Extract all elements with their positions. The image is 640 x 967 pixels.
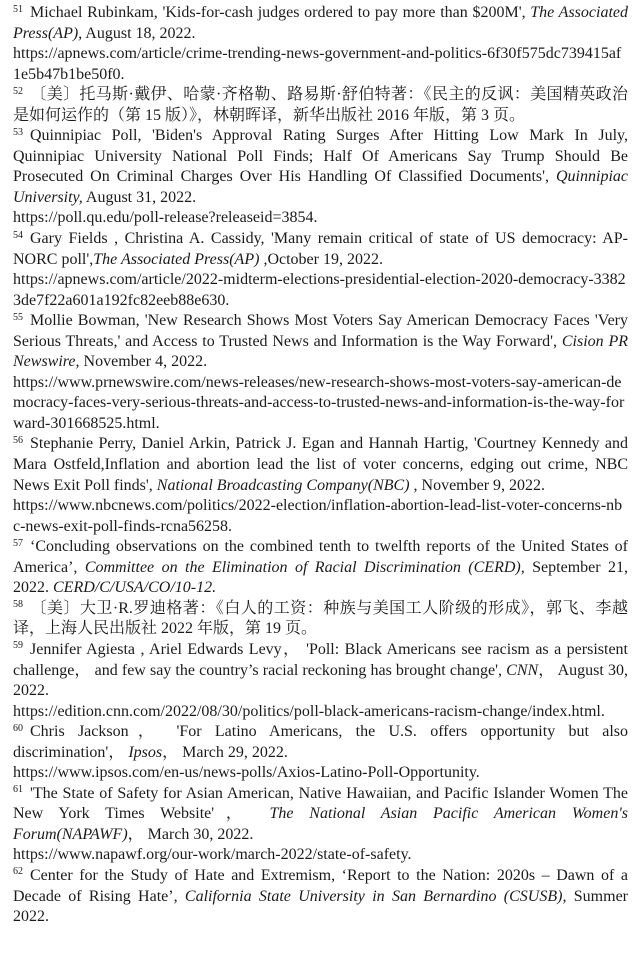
- footnote-url: [13, 496, 628, 537]
- footnote-segment: Quinnipiac Poll, 'Biden's Approval Rating Surges After Hitting Low Mark In July, Quinnipiac University National Poll Finds; Half Of Americans Say Trump Should Be Prosecuted On Criminal Charges Over His Handling Of Classified Documents',: [13, 127, 628, 186]
- footnote-text: [13, 722, 628, 763]
- footnote-segment: Gary Fields , Christina A. Cassidy, 'Many remain critical of state of US democracy: AP-NORC poll',: [13, 230, 628, 268]
- footnote-source: National Broadcasting Company(NBC): [156, 476, 410, 494]
- footnote-segment: Mollie Bowman, 'New Research Shows Most Voters Say American Democracy Faces 'Very Serious Threats,' and Access to Trusted News and Information is the Way Forward',: [13, 312, 628, 350]
- footnote-url-text: https://www.napawf.org/our-work/march-2022/state-of-safety.: [13, 846, 412, 864]
- footnote-segment: Center for the Study of Hate and Extremism, ‘Report to the Nation: 2020s – Dawn of a Decade of Rising Hate’,: [13, 866, 628, 905]
- footnote-segment: Michael Rubinkam, 'Kids-for-cash judges ordered to pay more than $200M',: [30, 4, 531, 21]
- footnote-url: [13, 44, 628, 85]
- footnote-source: The Associated Press(AP): [93, 250, 260, 268]
- footnote-number: 56: [13, 434, 23, 446]
- footnote-number: 55: [13, 311, 23, 323]
- footnote-segment: ,October 19, 2022.: [259, 250, 383, 268]
- footnote-number: 51: [13, 3, 23, 15]
- footnote-source: CNN: [506, 661, 539, 679]
- footnote-url-text: https://www.prnewswire.com/news-releases/new-research-shows-most-voters-say-american-democracy-faces-very-serious-threats-and-access-to-trusted-news-and-information-is-the-way-forward-301668525.html.: [13, 373, 625, 432]
- footnote-url: [13, 208, 628, 229]
- footnote-url-text: https://apnews.com/article/2022-midterm-elections-presidential-election-2020-democracy-33823de7f22a601a192fc82eeb88e630.: [13, 271, 626, 309]
- footnote-text: [13, 866, 628, 928]
- footnote-source: Quinnipiac University,: [13, 168, 628, 206]
- footnote-url-text: https://www.ipsos.com/en-us/news-polls/Axios-Latino-Poll-Opportunity.: [13, 764, 480, 782]
- footnote-url: [13, 763, 628, 784]
- footnote-source: Ipsos: [128, 743, 163, 761]
- footnote-text: [13, 85, 628, 126]
- footnote-number: 53: [13, 126, 23, 138]
- footnote-url-text: https://www.nbcnews.com/politics/2022-election/inflation-abortion-lead-list-voter-concerns-nbc-news-exit-poll-finds-rcna56258.: [13, 497, 623, 535]
- footnote-segment: Jennifer Agiesta , Ariel Edwards Levy， 'Poll: Black Americans see racism as a persistent challenge， and few say the country’s racial reckoning has brought change',: [13, 640, 628, 679]
- footnote-source: The Associated Press(AP),: [13, 4, 629, 42]
- footnote-text: [13, 434, 628, 496]
- footnote-text: [13, 640, 628, 702]
- footnote-segment: ， March 29, 2022.: [162, 743, 288, 761]
- footnote-segment: November 4, 2022.: [79, 353, 208, 371]
- footnote-segment: August 31, 2022.: [82, 188, 197, 206]
- footnote-segment: , November 9, 2022.: [409, 476, 546, 494]
- footnote-segment: September 21, 2022.: [13, 558, 628, 597]
- footnote-url: [13, 702, 628, 723]
- footnote-url: [13, 373, 628, 435]
- footnote-number: 62: [13, 866, 23, 878]
- footnote-number: 58: [13, 599, 23, 611]
- footnote-segment: Stephanie Perry, Daniel Arkin, Patrick J. Egan and Hannah Hartig, 'Courtney Kennedy and Mara Ostfeld,Inflation and abortion lead the list of voter concerns, edging out crime, NBC News Exit Poll finds',: [13, 435, 628, 494]
- footnote-text: [13, 311, 628, 373]
- footnote-number: 61: [13, 784, 23, 796]
- footnote-segment: ‘Concluding observations on the combined tenth to twelfth reports of the United States of America’,: [13, 538, 628, 576]
- footnote-segment: 〔美〕托马斯·戴伊、哈蒙·齐格勒、路易斯·舒伯特著：《民主的反讽：美国精英政治是如何运作的（第 15 版）》，林朝晖译，新华出版社 2016 年版，第 3 页。: [13, 86, 628, 124]
- footnote-text: [13, 784, 628, 846]
- footnote-segment: 'The State of Safety for Asian American, Native Hawaiian, and Pacific Islander Women The New York Times Website'，: [13, 784, 628, 823]
- footnote-number: 60: [13, 722, 23, 734]
- footnote-segment: ， August 30, 2022.: [13, 661, 628, 700]
- footnotes-list: [13, 3, 628, 928]
- footnote-source: Committee on the Elimination of Racial Discrimination (CERD),: [84, 558, 525, 576]
- footnote-url-text: https://edition.cnn.com/2022/08/30/politics/poll-black-americans-racism-change/index.html.: [13, 702, 605, 720]
- footnote-number: 52: [13, 85, 23, 97]
- footnote-segment: Chris Jackson， 'For Latino Americans, the U.S. offers opportunity but also discrimination'，: [13, 723, 628, 761]
- footnote-url-text: https://apnews.com/article/crime-trending-news-government-and-politics-6f30f575dc739415af1e5b47b1be50f0.: [13, 45, 622, 83]
- footnote-url: [13, 845, 628, 866]
- footnote-number: 57: [13, 537, 23, 549]
- footnote-url: [13, 270, 628, 311]
- footnote-text: [13, 3, 628, 44]
- footnote-source: CERD/C/USA/CO/10-12.: [53, 579, 217, 597]
- footnote-text: [13, 537, 628, 599]
- footnote-segment: August 18, 2022.: [82, 24, 196, 42]
- footnote-text: [13, 599, 628, 640]
- footnote-segment: Summer 2022.: [13, 887, 628, 926]
- footnote-text: [13, 126, 628, 208]
- footnote-source: Cision PR Newswire,: [13, 332, 628, 371]
- footnote-number: 59: [13, 640, 23, 652]
- footnote-number: 54: [13, 229, 23, 241]
- footnote-source: California State University in San Bernardino (CSUSB),: [184, 887, 567, 905]
- footnote-segment: 〔美〕大卫·R.罗迪格著：《白人的工资：种族与美国工人阶级的形成》，郭飞、李越译，上海人民出版社 2022 年版，第 19 页。: [13, 599, 628, 638]
- footnote-text: [13, 229, 628, 270]
- footnote-url-text: https://poll.qu.edu/poll-release?releaseid=3854.: [13, 209, 318, 227]
- footnote-segment: ， March 30, 2022.: [127, 825, 254, 843]
- footnote-source: The National Asian Pacific American Women's Forum(NAPAWF): [13, 805, 628, 843]
